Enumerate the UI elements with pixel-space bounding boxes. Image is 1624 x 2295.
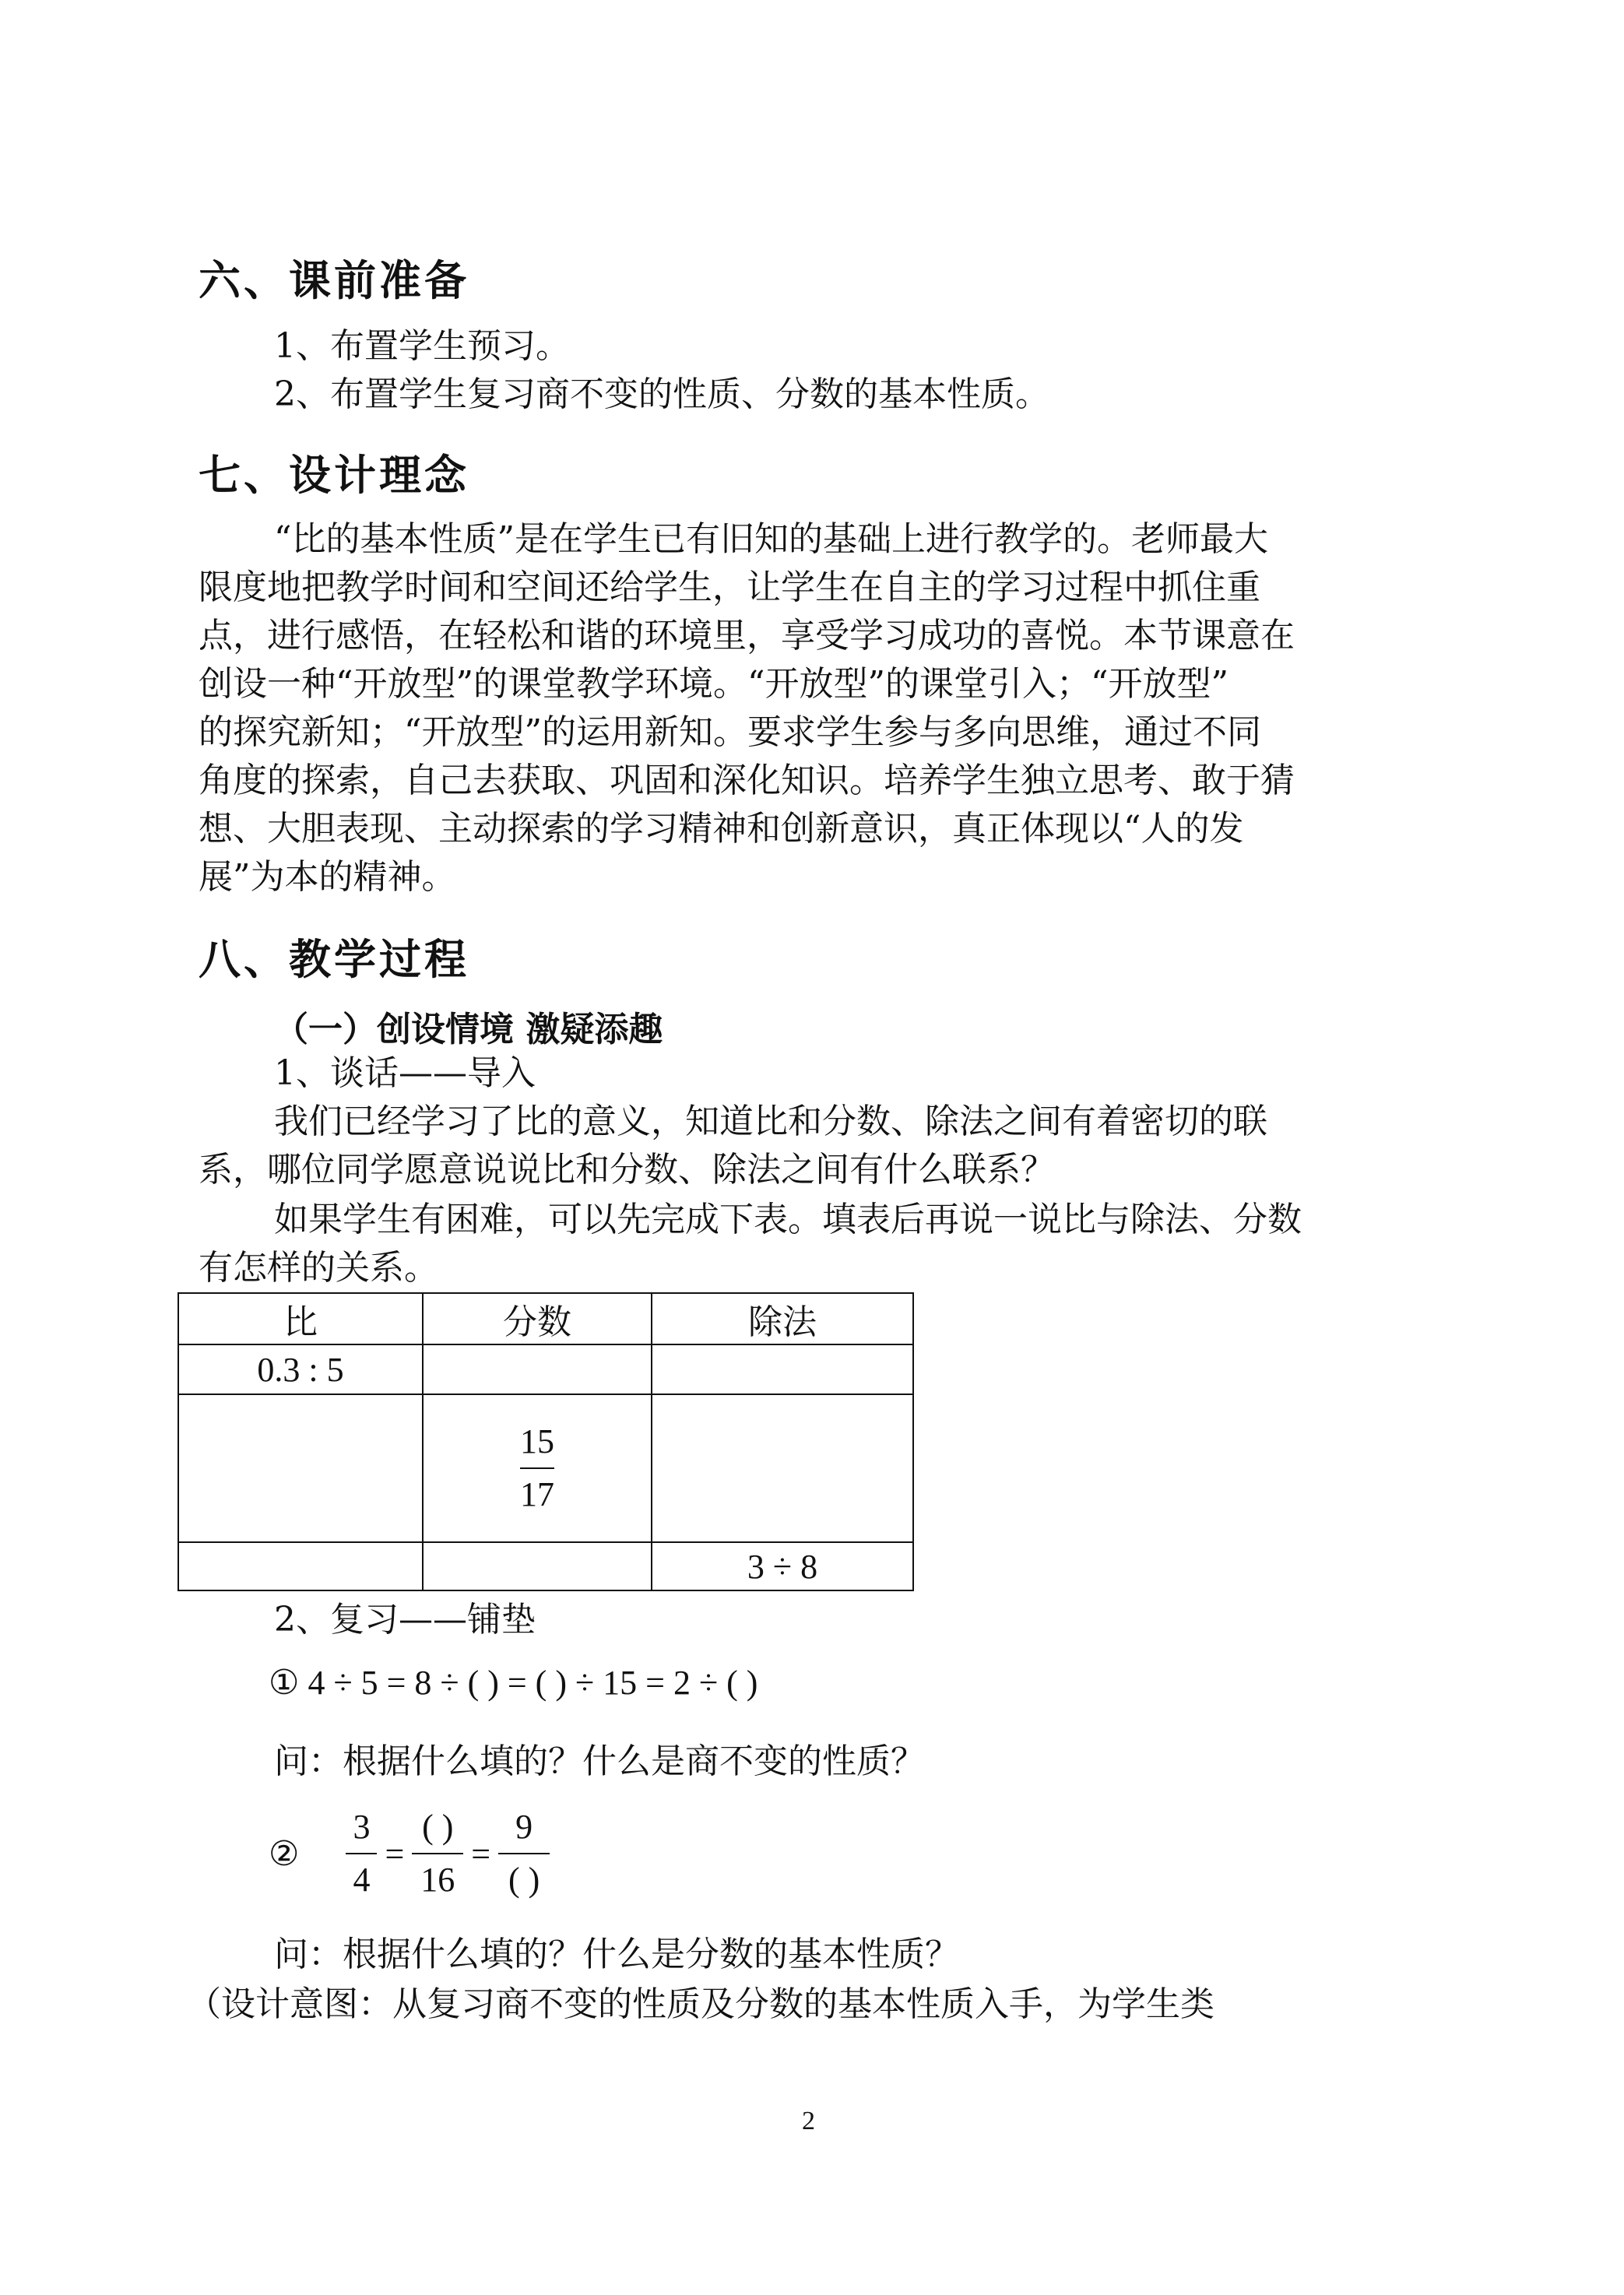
table-header-ratio: 比: [178, 1293, 423, 1344]
equals-sign: =: [385, 1834, 405, 1873]
fraction-bar: [412, 1853, 463, 1854]
circled-number-2: ②: [269, 1834, 300, 1873]
paragraph-2-line-2: 有怎样的关系。: [199, 1248, 438, 1288]
table-header-fraction: 分数: [423, 1293, 652, 1344]
fraction-bar: [346, 1853, 377, 1854]
table-cell-empty: [423, 1344, 652, 1394]
paragraph-1-line-2: 系，哪位同学愿意说说比和分数、除法之间有什么联系？: [199, 1150, 1055, 1190]
section-7-line-3: 点，进行感悟，在轻松和谐的环境里，享受学习成功的喜悦。本节课意在: [199, 616, 1295, 655]
equals-sign: =: [471, 1834, 491, 1873]
section-7-line-6: 角度的探索，自己去获取、巩固和深化知识。培养学生独立思考、敢于猜: [199, 761, 1295, 800]
section-7-line-7: 想、大胆表现、主动探索的学习精神和创新意识，真正体现以“人的发: [199, 809, 1244, 849]
equation-2: [269, 1805, 550, 1903]
table-cell-fraction: [423, 1394, 652, 1542]
question-1: 问：根据什么填的？什么是商不变的性质？: [274, 1741, 925, 1781]
equation-1: [269, 1663, 758, 1703]
design-intent-line: （设计意图：从复习商不变的性质及分数的基本性质入手，为学生类: [187, 1984, 1214, 2024]
section-6-heading: 六、课前准备: [199, 255, 469, 305]
item-1-title: 1、谈话——导入: [274, 1053, 536, 1093]
section-8-heading: 八、教学过程: [199, 934, 469, 984]
ratio-fraction-division-table: [178, 1292, 914, 1591]
table-cell-empty: [178, 1394, 423, 1542]
section-7-heading: 七、设计理念: [199, 450, 469, 500]
fraction-3-4: [346, 1805, 377, 1903]
section-7-line-1: “比的基本性质”是在学生已有旧知的基础上进行教学的。老师最大: [274, 519, 1268, 559]
subsection-heading: （一）创设情境 激疑添趣: [274, 1010, 663, 1049]
section-7-line-8: 展”为本的精神。: [199, 857, 456, 897]
fraction-numerator: 9: [515, 1808, 533, 1846]
page-number: 2: [802, 2107, 815, 2135]
question-2: 问：根据什么填的？什么是分数的基本性质？: [274, 1935, 959, 1974]
table-cell-empty: [652, 1394, 913, 1542]
fraction-numerator: ( ): [422, 1808, 454, 1846]
table-cell-division-value: 3 ÷ 8: [652, 1542, 913, 1590]
circled-number-1: ①: [269, 1664, 300, 1702]
table-cell-empty: [178, 1542, 423, 1590]
section-6-item-1: 1、布置学生预习。: [274, 326, 570, 366]
section-7-line-5: 的探究新知；“开放型”的运用新知。要求学生参与多向思维，通过不同: [199, 712, 1261, 752]
table-cell-empty: [652, 1344, 913, 1394]
fraction-denominator: 4: [353, 1861, 371, 1899]
paragraph-2-line-1: 如果学生有困难，可以先完成下表。填表后再说一说比与除法、分数: [274, 1200, 1302, 1239]
section-7-line-2: 限度地把教学时间和空间还给学生，让学生在自主的学习过程中抓住重: [199, 568, 1260, 607]
equation-1-text: 4 ÷ 5 = 8 ÷ ( ) = ( ) ÷ 15 = 2 ÷ ( ): [308, 1664, 758, 1702]
fraction-denominator: 17: [520, 1475, 554, 1513]
fraction-bar: [498, 1853, 550, 1854]
item-2-title: 2、复习——铺垫: [274, 1600, 536, 1640]
fraction-numerator: 3: [353, 1808, 371, 1846]
table-cell-ratio-value: 0.3 : 5: [178, 1344, 423, 1394]
fraction-15-17: [520, 1419, 554, 1517]
paragraph-1-line-1: 我们已经学习了比的意义，知道比和分数、除法之间有着密切的联: [274, 1102, 1267, 1141]
table-cell-empty: [423, 1542, 652, 1590]
fraction-bar: [520, 1467, 554, 1469]
fraction-denominator: ( ): [508, 1861, 540, 1899]
fraction-9-blank: [498, 1805, 550, 1903]
fraction-blank-16: [412, 1805, 463, 1903]
table-header-division: 除法: [652, 1293, 913, 1344]
fraction-denominator: 16: [420, 1861, 455, 1899]
fraction-numerator: 15: [520, 1422, 554, 1460]
section-7-line-4: 创设一种“开放型”的课堂教学环境。“开放型”的课堂引入；“开放型”: [199, 664, 1229, 704]
section-6-item-2: 2、布置学生复习商不变的性质、分数的基本性质。: [274, 374, 1049, 414]
